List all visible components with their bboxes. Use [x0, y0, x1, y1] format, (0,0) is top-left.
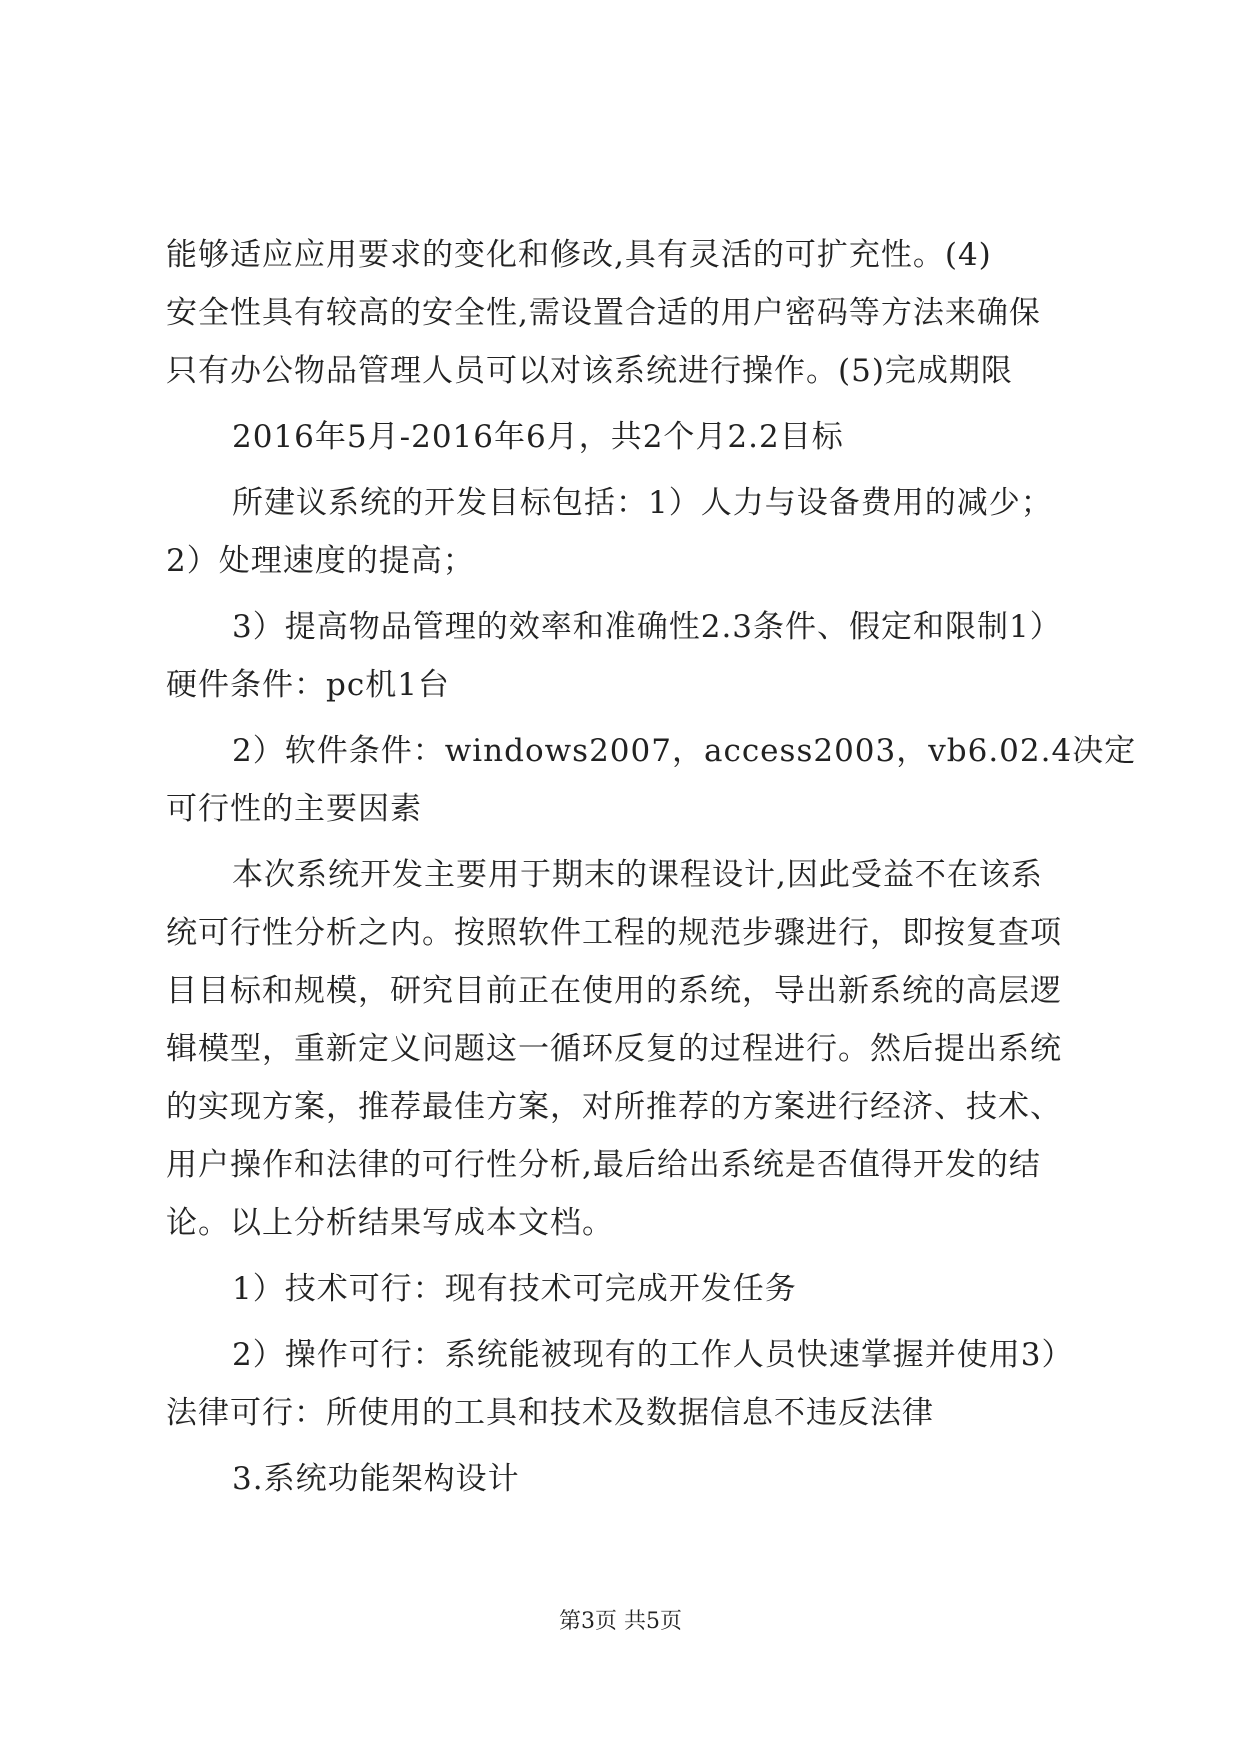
document-body — [166, 226, 1137, 1508]
paragraph-line: 统可行性分析之内。按照软件工程的规范步骤进行，即按复查项 — [166, 915, 1062, 951]
paragraph-line: 用户操作和法律的可行性分析,最后给出系统是否值得开发的结 — [166, 1147, 1041, 1183]
paragraph-line: 安全性具有较高的安全性,需设置合适的用户密码等方法来确保 — [166, 295, 1041, 331]
paragraph-line: 辑模型，重新定义问题这一循环反复的过程进行。然后提出系统 — [166, 1031, 1062, 1067]
paragraph-line: 所建议系统的开发目标包括：1）人力与设备费用的减少； — [232, 485, 1053, 521]
paragraph-line: 3）提高物品管理的效率和准确性2.3条件、假定和限制1） — [232, 609, 1062, 645]
paragraph-line: 本次系统开发主要用于期末的课程设计,因此受益不在该系 — [232, 857, 1043, 893]
paragraph-line: 2016年5月-2016年6月，共2个月2.2目标 — [232, 419, 844, 455]
paragraph-line: 论。以上分析结果写成本文档。 — [166, 1205, 614, 1241]
paragraph-line: 1）技术可行：现有技术可完成开发任务 — [232, 1271, 797, 1307]
paragraph-line: 法律可行：所使用的工具和技术及数据信息不违反法律 — [166, 1395, 934, 1431]
paragraph-line: 目目标和规模，研究目前正在使用的系统，导出新系统的高层逻 — [166, 973, 1062, 1009]
paragraph-line: 可行性的主要因素 — [166, 791, 422, 827]
paragraph-line: 2）软件条件：windows2007，access2003，vb6.02.4决定 — [232, 733, 1137, 769]
paragraph-line: 只有办公物品管理人员可以对该系统进行操作。(5)完成期限 — [166, 353, 1013, 389]
paragraph-line: 硬件条件：pc机1台 — [166, 667, 450, 703]
paragraph-line: 的实现方案，推荐最佳方案，对所推荐的方案进行经济、技术、 — [166, 1089, 1062, 1125]
paragraph-line: 能够适应应用要求的变化和修改,具有灵活的可扩充性。(4) — [166, 237, 992, 273]
page-footer: 第3页 共5页 — [559, 1609, 682, 1634]
section-heading: 3.系统功能架构设计 — [232, 1461, 520, 1497]
paragraph-line: 2）处理速度的提高； — [166, 543, 475, 579]
paragraph-line: 2）操作可行：系统能被现有的工作人员快速掌握并使用3） — [232, 1337, 1074, 1373]
